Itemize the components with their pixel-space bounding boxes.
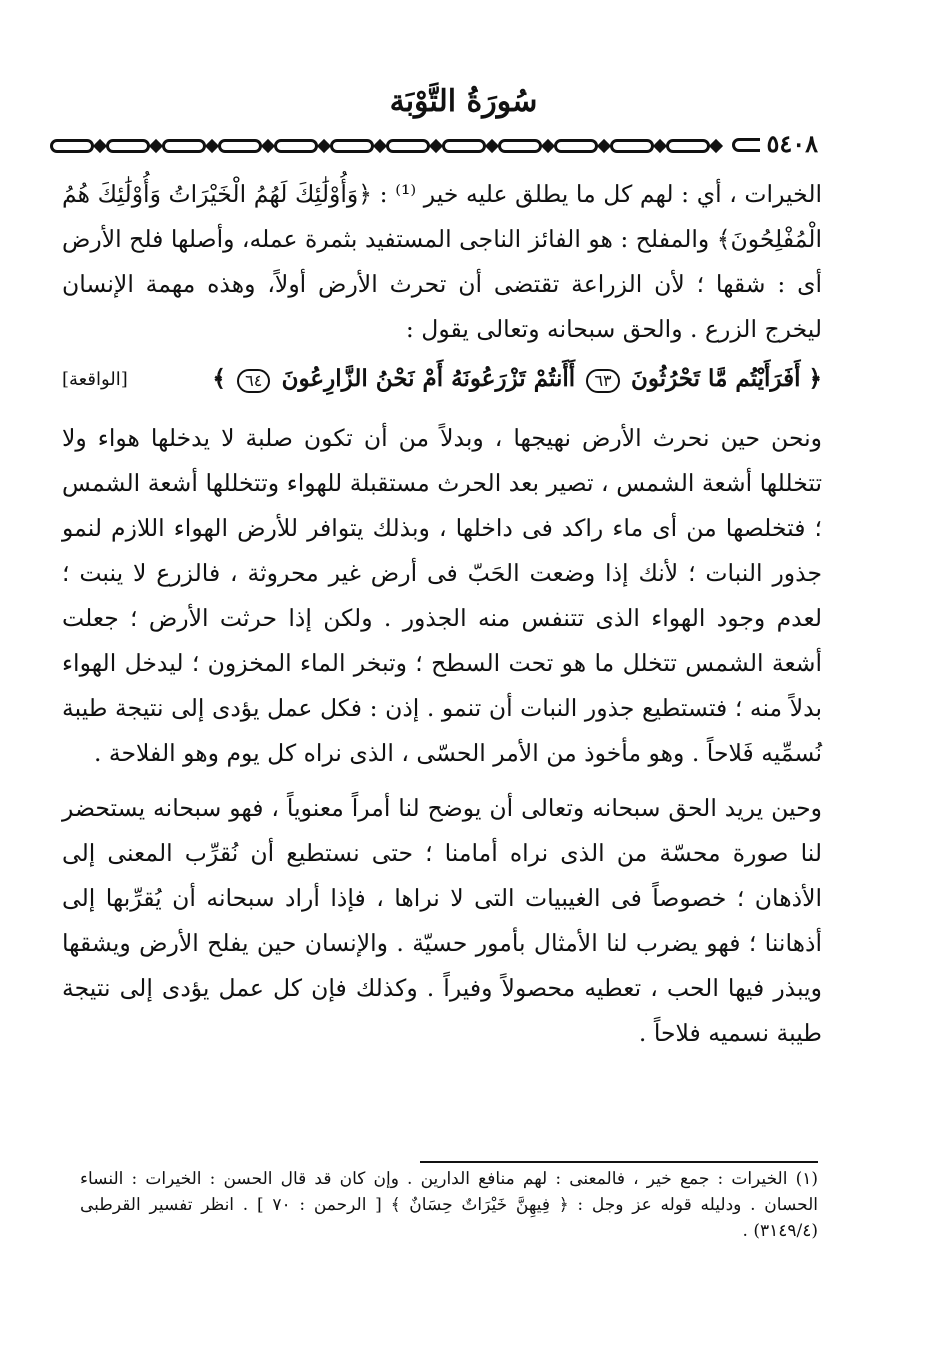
chain-link (610, 139, 654, 153)
chain-knot (261, 139, 275, 153)
quran-verse (62, 356, 822, 402)
header-ornament-band (50, 129, 822, 158)
page-number: ٥٤٠٨ (760, 129, 822, 158)
chain-link (386, 139, 430, 153)
ayah-number-63: ٦٣ (586, 369, 619, 393)
verse-body (212, 356, 822, 402)
chain-knot (93, 139, 107, 153)
chain-knot (541, 139, 555, 153)
verse-text-a: ﴿ أَفَرَأَيْتُم مَّا تَحْرُثُونَ (630, 365, 822, 392)
surah-title: سُورَةُ التَّوْبَة (389, 84, 538, 119)
paragraph-1: الخيرات ، أي : لهم كل ما يطلق عليه خير ⁽¹⁾ : ﴿وَأُوْلَٰئِكَ لَهُمُ الْخَيْرَاتُ وَأُوْلَٰئِكَ هُمُ الْمُفْلِحُونَ﴾ والمفلح : هو الفائز الناجى المستفيد بثمرة عمله، وأصلها فلح الأرض أى : شقها ؛ لأن الزراعة تقتضى أن تحرث الأرض أولاً، وهذه مهمة الإنسان ليخرج الزرع . والحق سبحانه وتعالى يقول : (62, 180, 823, 343)
chain-link (218, 139, 262, 153)
chain-knot (149, 139, 163, 153)
chain-knot (653, 139, 667, 153)
chain-link (554, 139, 598, 153)
chain-link (442, 139, 486, 153)
chain-link (162, 139, 206, 153)
chain-link (50, 139, 94, 153)
footnotes (80, 1166, 818, 1244)
verse-text-b: أَأَنتُمْ تَزْرَعُونَهُ أَمْ نَحْنُ الزَّارِعُونَ (281, 365, 576, 392)
chain-knot (429, 139, 443, 153)
paragraph-2: ونحن حين نحرث الأرض نهيجها ، وبدلاً من أن تكون صلبة لا يدخلها هواء ولا تتخللها أشعة الشمس ، تصير بعد الحرث مستقبلة للهواء وتتخللها أشعة الشمس ؛ فتخلصها من أى ماء راكد فى داخلها ، وبذلك يتوافر للأرض الهواء اللازم لنمو جذور النبات ؛ لأنك إذا وضعت الحَبّ فى أرض غير محروثة ، فالزرع لا ينبت ؛ لعدم وجود الهواء الذى تتنفس منه الجذور . ولكن إذا حرثت الأرض ؛ جعلت أشعة الشمس تتخلل ما هو تحت السطح ؛ وتبخر الماء المخزون ؛ ليدخل الهواء بدلاً منه ؛ فتستطيع جذور النبات أن تنمو . إذن : فكل عمل يؤدى إلى نتيجة طيبة نُسمِّيه فَلاحاً . وهو مأخوذ من الأمر الحسّى ، الذى نراه كل يوم وهو الفلاحة . (62, 424, 822, 767)
chain-knot (373, 139, 387, 153)
surah-reference: [الواقعة] (62, 368, 128, 390)
chain-link (330, 139, 374, 153)
footnote-divider (420, 1161, 818, 1163)
chain-link (106, 139, 150, 153)
chain-link (498, 139, 542, 153)
main-text (62, 172, 822, 1056)
chain-link (666, 139, 710, 153)
chain-knot (317, 139, 331, 153)
paragraph-3: وحين يريد الحق سبحانه وتعالى أن يوضح لنا أمراً معنوياً ، فهو سبحانه يستحضر لنا صورة محسّة من الذى نراه أمامنا ؛ حتى نستطيع أن نُقرِّب المعنى إلى الأذهان ؛ خصوصاً فى الغيبيات التى لا نراها ، فإذا أراد سبحانه أن يُقرِّبها إلى أذهاننا ؛ فهو يضرب لنا الأمثال بأمور حسيّة . والإنسان حين يفلح الأرض ويشقها ويبذر فيها الحب ، تعطيه محصولاً وفيراً . وكذلك فإن كل عمل يؤدى إلى نتيجة طيبة نسميه فلاحاً . (62, 794, 822, 1047)
chain-knot (205, 139, 219, 153)
chain-knot (485, 139, 499, 153)
chain-knot (597, 139, 611, 153)
verse-close-bracket: ﴾ (212, 365, 226, 392)
chain-ornament (50, 135, 728, 157)
chain-link (274, 139, 318, 153)
chain-knot (709, 139, 723, 153)
ayah-number-64: ٦٤ (237, 369, 270, 393)
paragraph-gap (62, 776, 822, 786)
footnote-1: (١) الخيرات : جمع خير ، فالمعنى : لهم منافع الدارين . وإن كان قد قال الحسن : الخيرات : النساء الحسان . ودليله قوله عز وجل : ﴿ فِيهِنَّ خَيْرَاتٌ حِسَانٌ ﴾ [ الرحمن : ٧٠ ] . انظر تفسير القرطبى (٣١٤٩/٤) . (80, 1169, 818, 1241)
